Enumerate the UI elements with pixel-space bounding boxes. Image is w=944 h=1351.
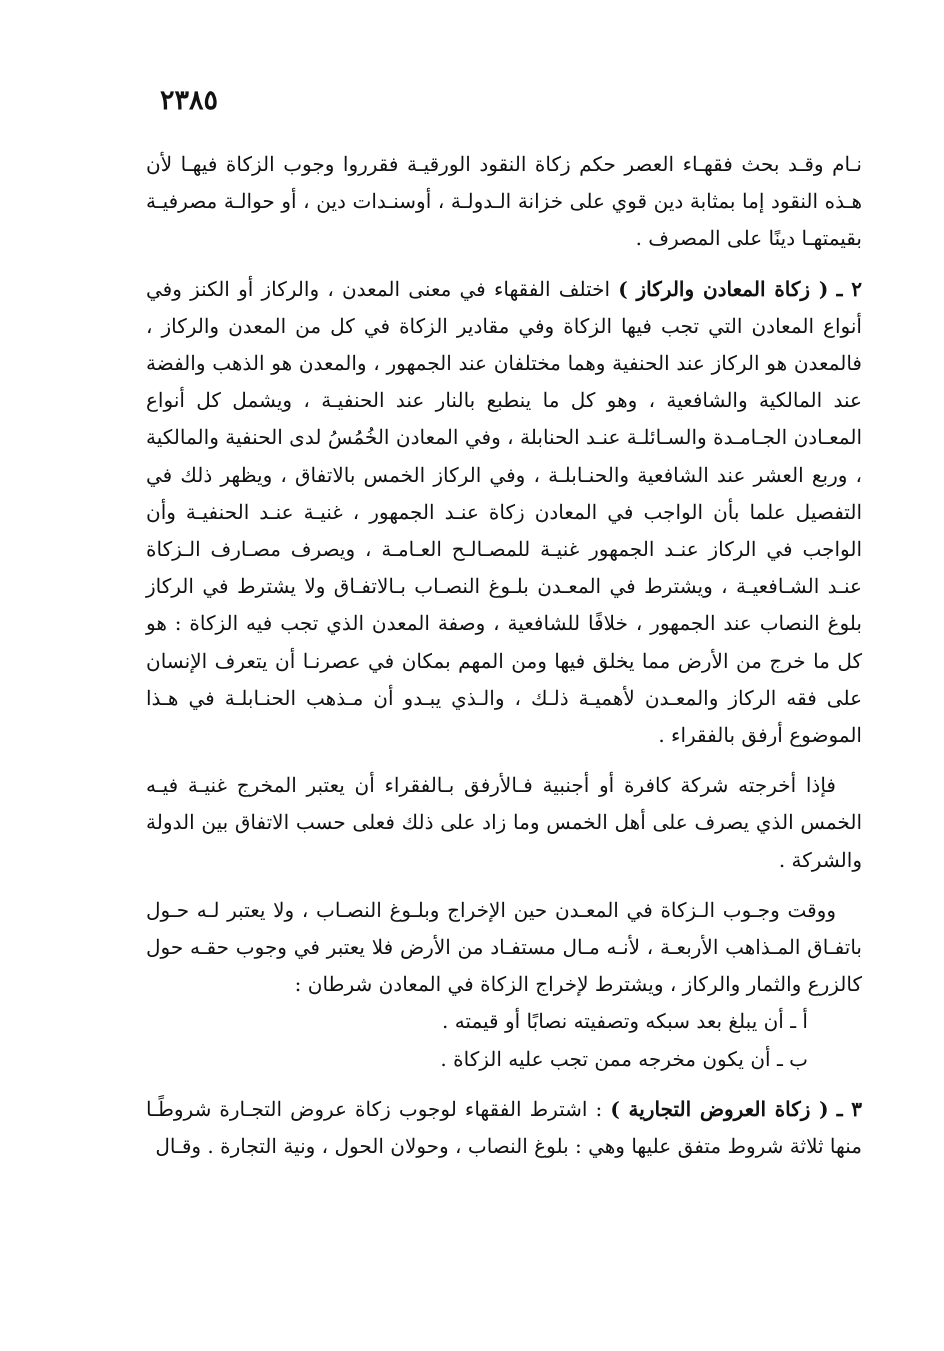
paragraph-zakat-timing [146,892,862,1078]
section-heading: ( زكاة المعادن والركاز ) [618,276,829,301]
list-item: أ ـ أن يبلغ بعد سبكه وتصفيته نصابًا أو قيمته . [441,1009,808,1034]
paragraph-foreign-company: فإذا أخرجته شركة كافرة أو أجنبية فـالأرفق بـالفقراء أن يعتبر المخرج غنيـة فيـه الخمس الذي يصرف على أهل الخمس وما زاد على ذلك فعلى حسب الاتفاق بين الدولة والشركة . [146,773,862,872]
conditions-list [146,1003,862,1077]
page-number: ٢٣٨٥ [159,85,218,116]
paragraph-paper-currency-zakat: نـام وقـد بحث فقهـاء العصر حكم زكاة النقود الورقيـة فقرروا وجوب الزكاة فيهـا لأن هـذه النقود إما بمثابة دين قوي على خزانة الـدولـة ، أوسنـدات دين ، أو حوالـة مصرفيـة بقيمتهـا دينًا على المصرف . [146,152,862,251]
body-text [146,146,862,1165]
paragraph-text: اختلف الفقهاء في معنى المعدن ، والركاز أو الكنز وفي أنواع المعادن التي تجب فيها الزكاة وفي مقادير الزكاة في كل من المعدن والركاز ، فالمعدن هو الركاز عند الحنفية وهما مختلفان عند الجمهور ، والمعدن هو الذهب والفضة عند المالكية والشافعية ، وهو كل ما ينطبع بالنار عند الحنفيـة ، ويشمل كل أنواع المعـادن الجـامـدة والسـائلـة عنـد الحنابلة ، وفي المعادن الخُمُسُ لدى الحنفية والمالكية ، وربع العشر عند الشافعية والحنـابلـة ، وفي الركاز الخمس بالاتفاق ، ويظهر ذلك في التفصيل علما بأن الواجب في المعادن زكاة عنـد الجمهور ، غنيـة عنـد الحنفيـة وأن الواجب في الركاز عنـد الجمهور غنيـة للمصـالـح العـامـة ، ويصرف مصـارف الـزكاة عنـد الشـافعيـة ، ويشترط في المعـدن بلـوغ النصـاب بـالاتفـاق ولا يشترط في الركاز بلوغ النصاب عند الجمهور ، خلافًا للشافعية ، وصفة المعدن الذي تجب فيه الزكاة : هو كل ما خرج من الأرض مما يخلق فيها ومن المهم بمكان في عصرنـا أن يتعرف الإنسان على فقه الركاز والمعـدن لأهميـة ذلـك ، والـذي يبـدو أن مـذهب الحنـابلـة في هـذا الموضوع أرفق بالفقراء . [146,276,862,748]
paragraph-text: ووقت وجـوب الـزكاة في المعـدن حين الإخراج وبلـوغ النصـاب ، ولا يعتبر لـه حـول باتفـاق المـذاهب الأربعـة ، لأنـه مـال مستفـاد من الأرض فلا يعتبر في وجوب حقـه حول كالزرع والثمار والركاز ، ويشترط لإخراج الزكاة في المعادن شرطان : [146,897,862,997]
section-number: ٣ ـ [836,1096,862,1121]
paragraph-trade-goods-zakat [146,1091,862,1165]
paragraph-text: : اشترط الفقهاء لوجوب زكاة عروض التجـارة شروطًـا منها ثلاثة شروط متفق عليها وهي : بلوغ النصاب ، وحولان الحول ، ونية التجارة . وقـال [146,1096,862,1159]
list-item: ب ـ أن يكون مخرجه ممن تجب عليه الزكاة . [440,1046,808,1071]
paragraph-minerals-zakat [146,271,862,755]
section-number: ٢ ـ [836,276,863,301]
section-heading: ( زكاة العروض التجارية ) [610,1096,829,1121]
